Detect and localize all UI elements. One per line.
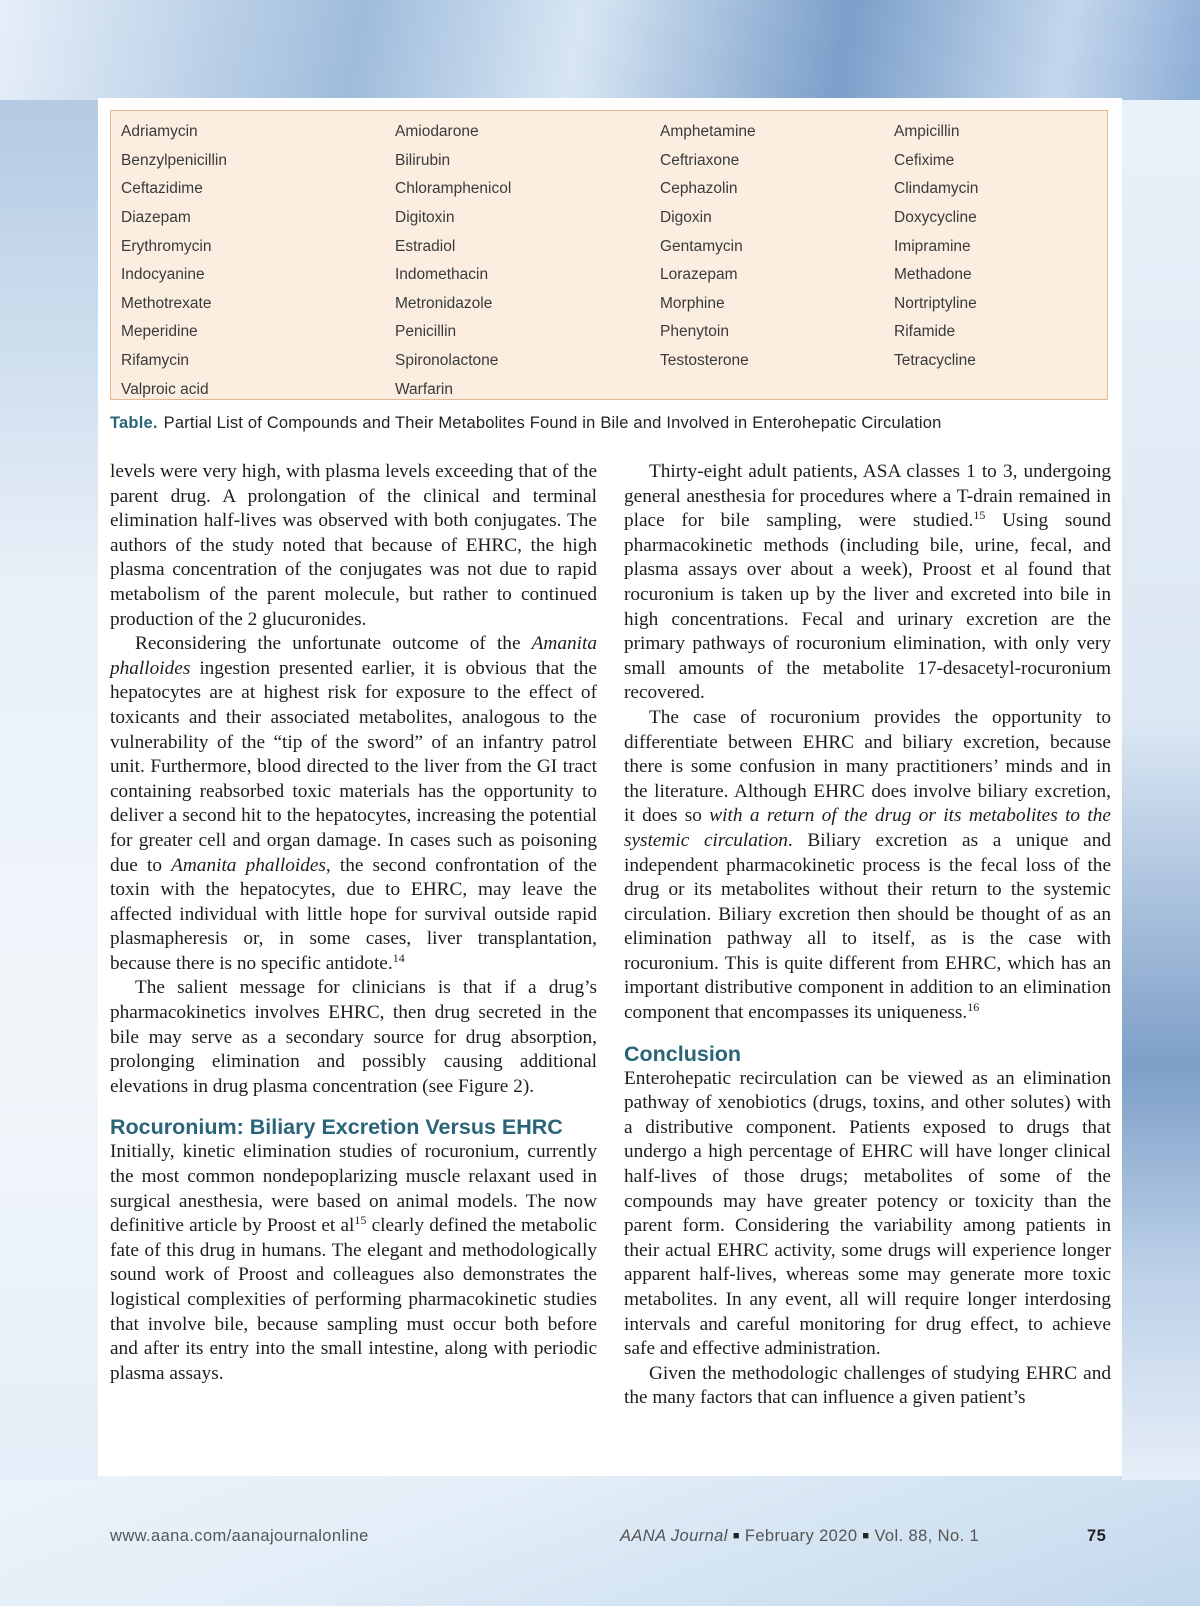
table-cell: Nortriptyline [894, 294, 977, 312]
paragraph [624, 706, 1111, 1026]
table-cell: Estradiol [395, 237, 456, 255]
table-row [121, 261, 1101, 290]
table-cell: Adriamycin [121, 123, 198, 141]
paragraph-text: Given the methodologic challenges of studying EHRC and the many factors that can influence a given patient’s [624, 1362, 1111, 1409]
table-cell: Phenytoin [660, 323, 729, 341]
left-column [110, 460, 597, 1386]
right-column [624, 460, 1111, 1411]
background-margin-right [1122, 100, 1200, 1480]
paragraph [110, 1140, 597, 1386]
table-row [121, 375, 1101, 404]
table-cell: Ceftriaxone [660, 151, 740, 169]
paragraph-text: clearly defined the metabolic fate of this drug in humans. The elegant and methodologically sound work of Proost and colleagues also demonstrates the logistical complexities of performing pharmacokinetic studies that involve bile, because sampling must occur both before and after its entry into the small intestine, along with periodic plasma assays. [110, 1215, 597, 1384]
table-cell: Digoxin [660, 209, 712, 227]
paragraph-text: Initially, kinetic elimination studies of rocuronium, currently the most common nondepoplarizing muscle relaxant used in surgical anesthesia, were based on animal models. The now definitive article by Proost et al [110, 1141, 597, 1237]
paragraph-text: . Biliary excretion as a unique and independent pharmacokinetic process is the fecal loss of the drug or its metabolites without their return to the systemic circulation. Biliary excretion then should be thought of as an elimination pathway all to itself, as is the case with rocuronium. This is quite different from EHRC, which has an important distributive component in addition to an elimination component that encompasses its uniqueness. [624, 829, 1111, 1024]
table-cell: Bilirubin [395, 151, 451, 169]
table-caption-label: Table. [110, 414, 158, 432]
paragraph-text: Enterohepatic recirculation can be viewed as an elimination pathway of xenobiotics (drugs, toxins, and other solutes) with a distributive component. Patients exposed to drugs that undergo a high percentage of EHRC will have longer clinical half-lives of those drugs; metabolites of some of the compounds may have greater potency or toxicity than the parent form. Considering the variability among patients in their actual EHRC activity, some drugs will experience longer apparent half-lives, whereas some may generate more toxic metabolites. In any event, all will require longer interdosing intervals and careful monitoring for drug effect, to achieve safe and effective administration. [624, 1067, 1111, 1360]
table-cell: Gentamycin [660, 237, 743, 255]
paragraph-text: The salient message for clinicians is that if a drug’s pharmacokinetics involves EHRC, then drug secreted in the bile may serve as a secondary source for drug absorption, prolonging elimination and possibly causing additional elevations in drug plasma concentration (see Figure 2). [110, 977, 597, 1097]
table-row [121, 318, 1101, 347]
footer-volume: Vol. 88, No. 1 [874, 1527, 980, 1545]
footer-separator: ■ [862, 1530, 870, 1542]
page-number: 75 [1087, 1527, 1107, 1545]
table-row [121, 118, 1101, 147]
species-name: Amanita phalloides [110, 633, 597, 679]
paragraph [110, 460, 597, 632]
table-cell: Ampicillin [894, 123, 960, 141]
table-cell: Tetracycline [894, 352, 976, 370]
table-cell: Imipramine [894, 237, 971, 255]
reference-marker: 16 [967, 1000, 980, 1015]
table-cell: Benzylpenicillin [121, 151, 227, 169]
table-cell: Lorazepam [660, 266, 738, 284]
table-cell: Cephazolin [660, 180, 738, 198]
species-name: Amanita phalloides [171, 854, 326, 876]
table-cell: Clindamycin [894, 180, 979, 198]
reference-marker: 15 [354, 1213, 367, 1228]
table-cell: Amphetamine [660, 123, 756, 141]
table-row [121, 175, 1101, 204]
table-row [121, 232, 1101, 261]
paragraph [110, 632, 597, 976]
background-margin-left [0, 100, 98, 1480]
footer-date: February 2020 [744, 1527, 858, 1545]
paragraph-text: Reconsidering the unfortunate outcome of the [135, 633, 521, 655]
paragraph-text: levels were very high, with plasma levels exceeding that of the parent drug. A prolongation of the clinical and terminal elimination half-lives was observed with both conjugates. The authors of the study noted that because of EHRC, the high plasma concentration of the conjugates was not due to rapid metabolism of the parent molecule, but rather to continued production of the 2 glucuronides. [110, 461, 597, 630]
table-cell: Meperidine [121, 323, 198, 341]
table-cell: Rifamycin [121, 352, 190, 370]
compound-table-grid [121, 118, 1101, 404]
table-row [121, 290, 1101, 319]
paragraph-text: , the second confrontation of the toxin with the hepatocytes, due to EHRC, may leave the affected individual with little hope for survival outside rapid plasmapheresis or, in some cases, liver transplantation, because there is no specific antidote. [110, 854, 597, 974]
paragraph-text: The case of rocuronium provides the opportunity to differentiate between EHRC and biliary excretion, because there is some confusion in many practitioners’ minds and in the literature. Although EHRC does involve biliary excretion, it does so [624, 706, 1111, 827]
table-cell: Diazepam [121, 209, 191, 227]
table-caption [110, 414, 1110, 433]
table-cell: Rifamide [894, 323, 956, 341]
table-cell: Penicillin [395, 323, 457, 341]
table-cell: Cefixime [894, 151, 955, 169]
paragraph [110, 976, 597, 1099]
table-cell: Methadone [894, 266, 972, 284]
section-heading: Conclusion [624, 1041, 742, 1066]
table-cell: Erythromycin [121, 237, 212, 255]
table-caption-text: Partial List of Compounds and Their Metabolites Found in Bile and Involved in Enterohepatic Circulation [163, 414, 942, 432]
table-cell: Methotrexate [121, 294, 212, 312]
table-row [121, 147, 1101, 176]
background-banner-top [0, 0, 1200, 100]
paragraph-text: ingestion presented earlier, it is obvious that the hepatocytes are at highest risk for exposure to the effect of toxicants and their associated metabolites, analogous to the vulnerability of the “tip of the sword” of an infantry patrol unit. Furthermore, blood directed to the liver from the GI tract containing reabsorbed toxic materials has the opportunity to deliver a second hit to the hepatocytes, increasing the potential for greater cell and organ damage. In cases such as poisoning due to [110, 657, 597, 876]
reference-marker: 15 [973, 508, 986, 523]
table-cell: Spironolactone [395, 352, 499, 370]
emphasis-text: with a return of the drug or its metabolites to the systemic circulation [624, 805, 1111, 851]
table-cell: Indocyanine [121, 266, 205, 284]
table-cell: Digitoxin [395, 209, 455, 227]
table-cell: Metronidazole [395, 294, 493, 312]
table-cell: Testosterone [660, 352, 749, 370]
table-cell: Ceftazidime [121, 180, 203, 198]
table-cell: Warfarin [395, 380, 453, 398]
paragraph-text: Thirty-eight adult patients, ASA classes 1 to 3, undergoing general anesthesia for procedures where a T-drain remained in place for bile sampling, were studied. [624, 461, 1111, 532]
table-cell: Valproic acid [121, 380, 209, 398]
footer-citation [620, 1527, 979, 1546]
paragraph-text: Using sound pharmacokinetic methods (including bile, urine, fecal, and plasma assays over about a week), Proost et al found that rocuronium is taken up by the liver and excreted into bile in high concentrations. Fecal and urinary excretion are the primary pathways of rocuronium elimination, with only very small amounts of the metabolite 17-desacetyl-rocuronium recovered. [624, 510, 1111, 704]
table-cell: Doxycycline [894, 209, 977, 227]
footer-journal: AANA Journal [620, 1527, 728, 1545]
paragraph [624, 460, 1111, 706]
article-page [98, 98, 1122, 1476]
section-heading: Rocuronium: Biliary Excretion Versus EHRC [110, 1115, 563, 1140]
table-cell: Chloramphenicol [395, 180, 512, 198]
compound-table [110, 110, 1108, 400]
table-row [121, 204, 1101, 233]
reference-marker: 14 [392, 950, 405, 965]
table-row [121, 347, 1101, 376]
paragraph [624, 1067, 1111, 1362]
table-cell: Morphine [660, 294, 725, 312]
footer-url[interactable]: www.aana.com/aanajournalonline [110, 1527, 369, 1545]
footer-separator: ■ [732, 1530, 740, 1542]
table-cell: Amiodarone [395, 123, 479, 141]
paragraph [624, 1362, 1111, 1411]
table-cell: Indomethacin [395, 266, 489, 284]
